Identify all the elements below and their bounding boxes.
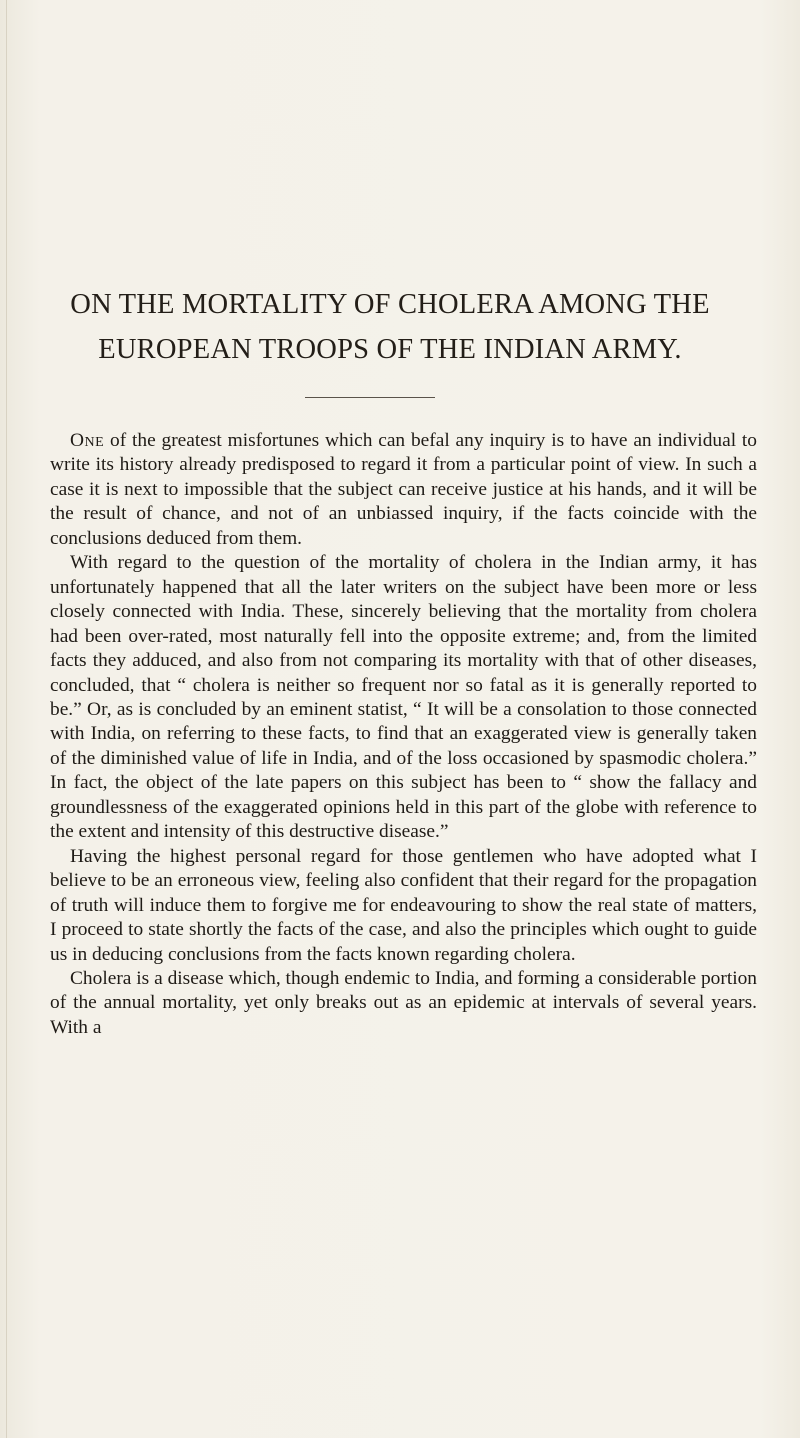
paragraph-2 [50, 551, 757, 844]
chapter-title-line-1: ON THE MORTALITY OF CHOLERA AMONG THE [70, 289, 710, 320]
paragraph-1-lead-word: One [70, 430, 105, 451]
body-text [50, 429, 757, 1040]
chapter-title-line-2: EUROPEAN TROOPS OF THE INDIAN ARMY. [98, 334, 682, 365]
paragraph-1 [50, 429, 757, 551]
paragraph-3-text: Having the highest personal regard for those gentlemen who have adopted what I believe to be an erroneous view, feeling also confident that their regard for the propagation of truth will induce them to forgive me for endeavouring to show the real state of matters, I proceed to state shortly the facts of the case, and also the principles which ought to guide us in deducing conclusions from the facts known regarding cholera. [50, 845, 757, 965]
page-edge-shadow [6, 0, 7, 1438]
chapter-title [30, 282, 750, 372]
paragraph-4 [50, 967, 757, 1040]
title-divider-rule [305, 397, 435, 398]
paragraph-1-text: of the greatest misfortunes which can befal any inquiry is to have an individual to write its history already predisposed to regard it from a particular point of view. In such a case it is next to impossible that the subject can receive justice at his hands, and it will be the result of chance, and not of an unbiassed inquiry, if the facts coincide with the conclusions deduced from them. [50, 430, 757, 549]
paragraph-2-text: With regard to the question of the mortality of cholera in the Indian army, it has unfortunately happened that all the later writers on the subject have been more or less closely connected with India. These, sincerely believing that the mortality from cholera had been over-rated, most naturally fell into the opposite extreme; and, from the limited facts they adduced, and also from not comparing its mortality with that of other diseases, concluded, that “ cholera is neither so frequent nor so fatal as it is generally reported to be.” Or, as is concluded by an eminent statist, “ It will be a consolation to those connected with India, on referring to these facts, to find that an exaggerated view is generally taken of the diminished value of life in India, and of the loss occasioned by spasmodic cholera.” In fact, the object of the late papers on this subject has been to “ show the fallacy and groundlessness of the exaggerated opinions held in this part of the globe with reference to the extent and intensity of this destructive disease.” [50, 552, 757, 843]
paragraph-4-text: Cholera is a disease which, though endemic to India, and forming a considerable portion of the annual mortality, yet only breaks out as an epidemic at intervals of several years. With a [50, 967, 757, 1038]
paragraph-3 [50, 845, 757, 967]
